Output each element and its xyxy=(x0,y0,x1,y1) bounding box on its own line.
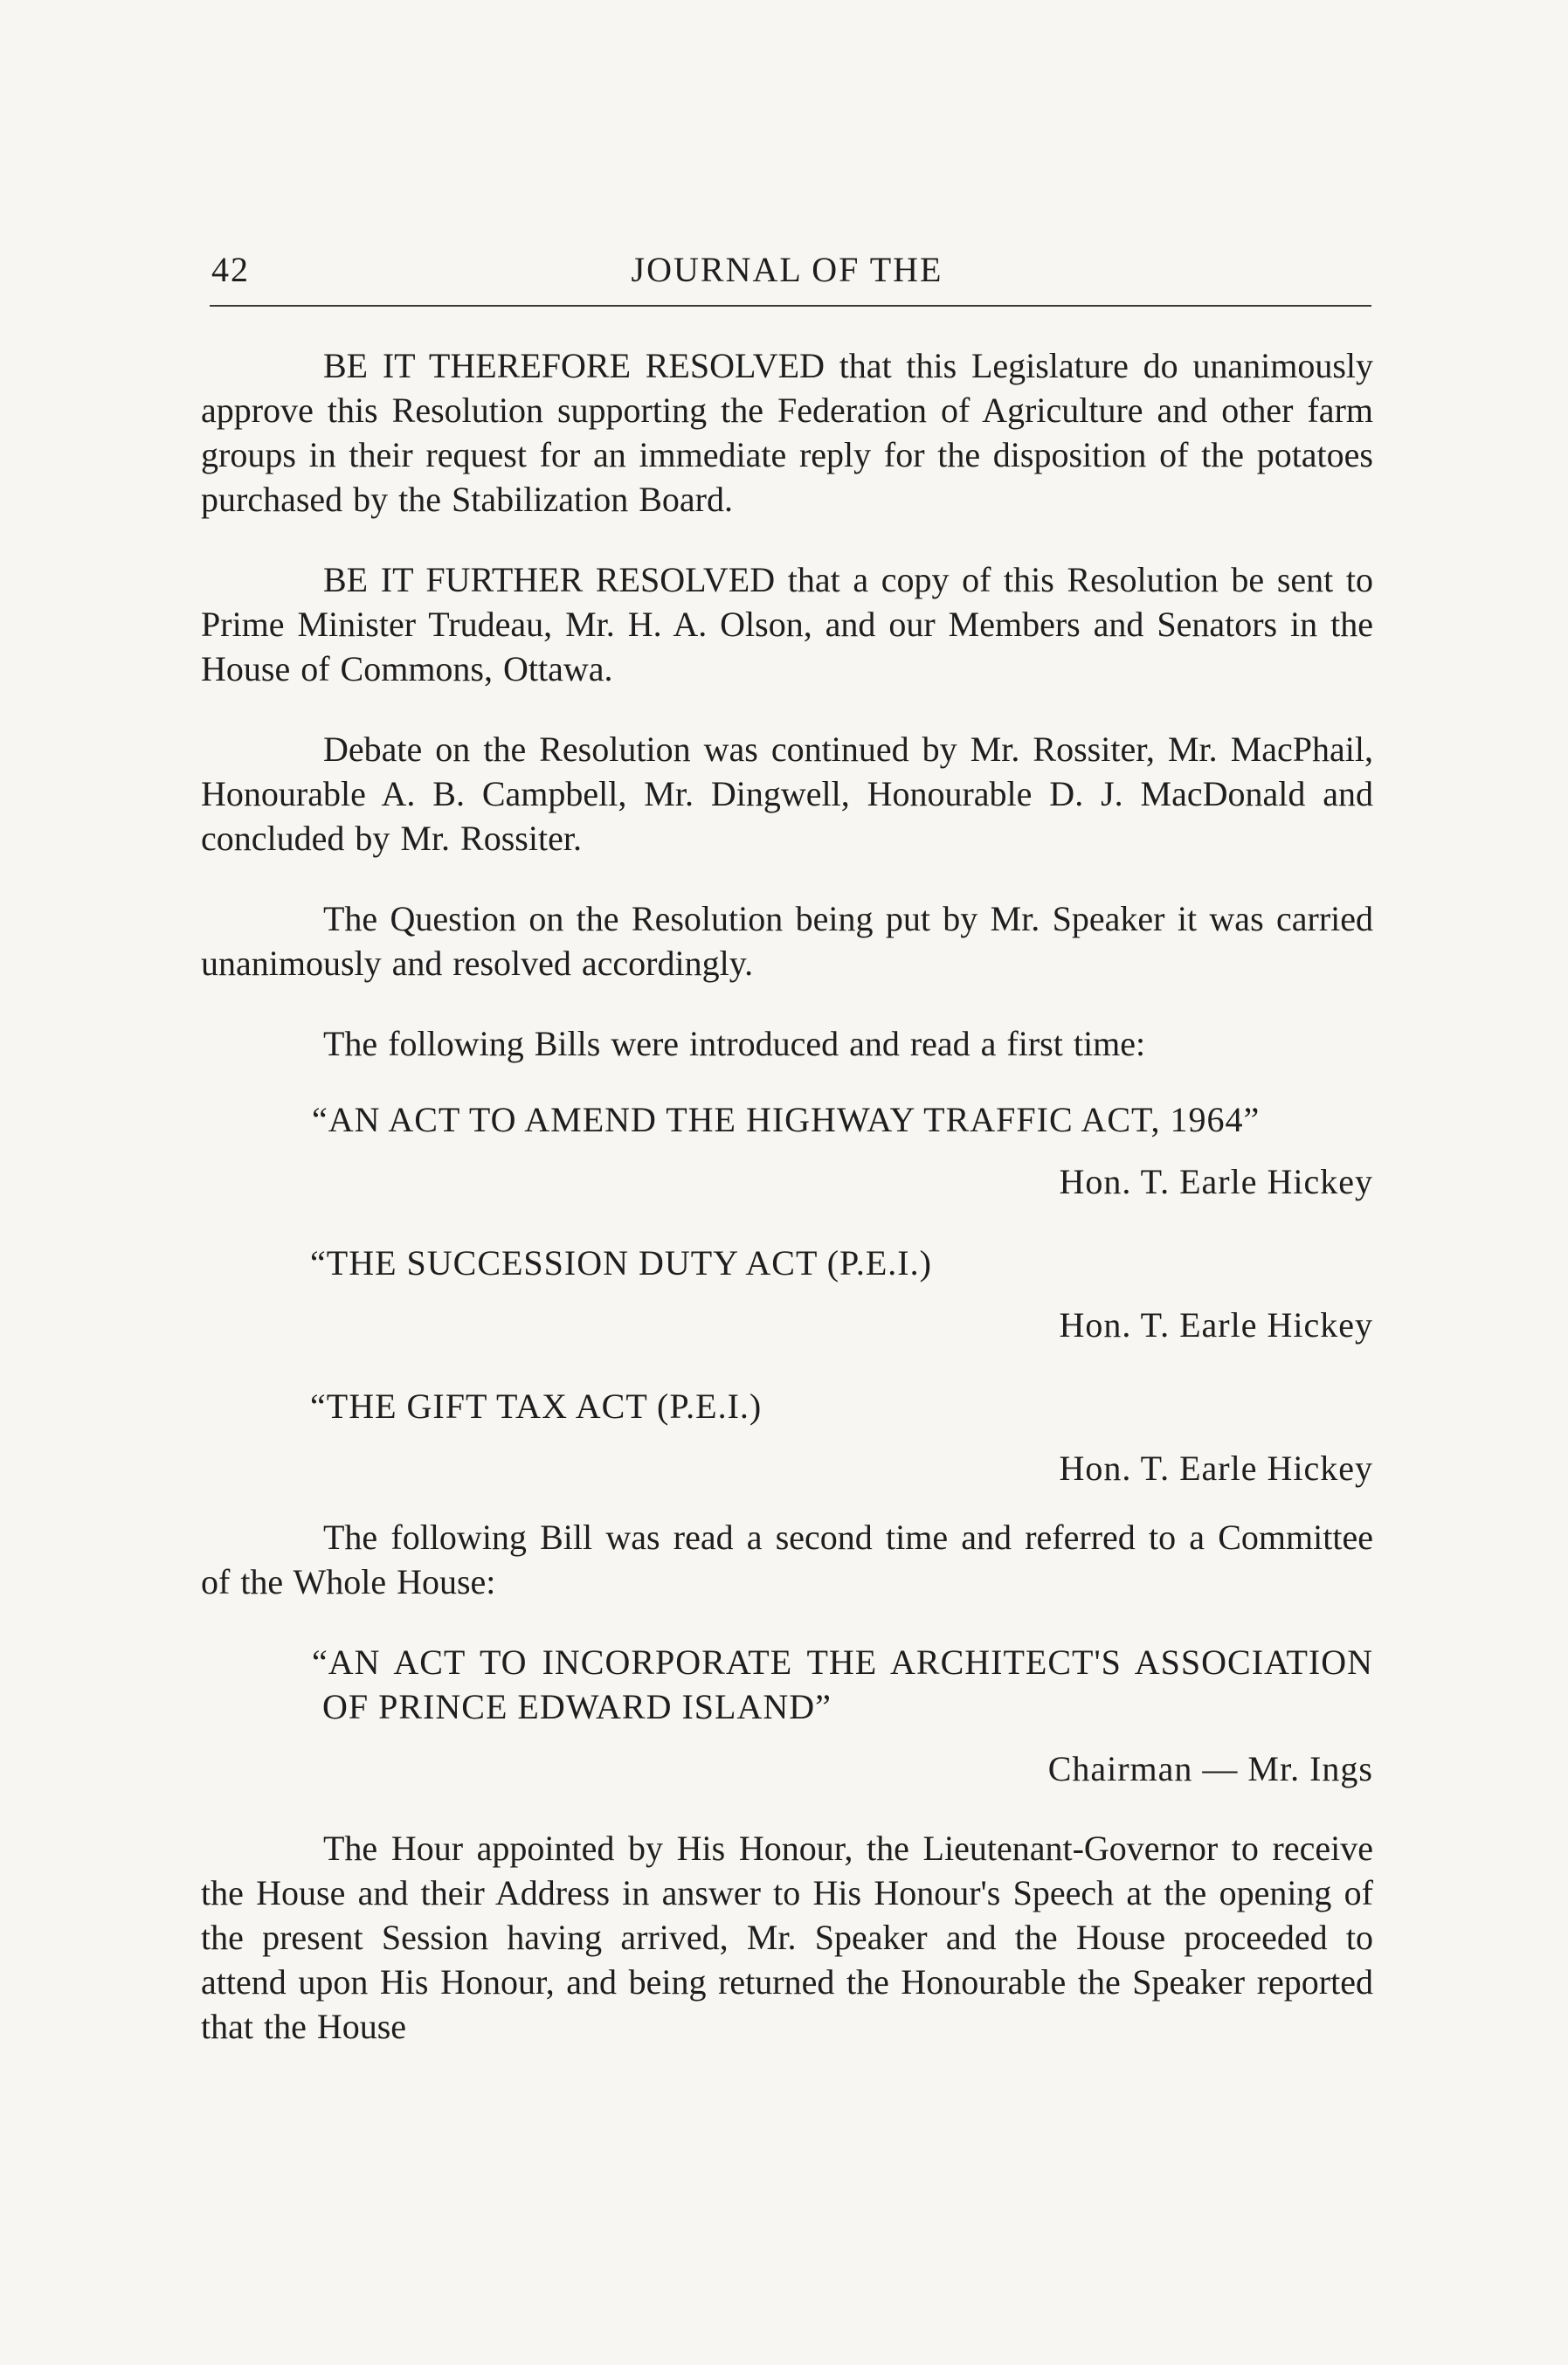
page-number: 42 xyxy=(211,250,250,289)
bill-sponsor: Hon. T. Earle Hickey xyxy=(1059,1305,1373,1345)
journal-body xyxy=(201,343,1373,2085)
second-reading-intro-paragraph: The following Bill was read a second time and referred to a Committee of the Whole House: xyxy=(201,1518,1373,1601)
bill-title: “AN ACT TO INCORPORATE THE ARCHITECT'S ASSOCIATION OF PRINCE EDWARD ISLAND” xyxy=(312,1642,1373,1726)
bill-title: “THE GIFT TAX ACT (P.E.I.) xyxy=(310,1386,763,1426)
bill-title: “THE SUCCESSION DUTY ACT (P.E.I.) xyxy=(310,1243,932,1283)
bill-title: “AN ACT TO AMEND THE HIGHWAY TRAFFIC ACT, 1964” xyxy=(312,1100,1261,1139)
bill-sponsor: Hon. T. Earle Hickey xyxy=(1059,1162,1373,1201)
bill-sponsor: Hon. T. Earle Hickey xyxy=(1059,1449,1373,1488)
resolution-further-paragraph: BE IT FURTHER RESOLVED that a copy of this Resolution be sent to Prime Minister Trudeau, Mr. H. A. Olson, and our Members and Senators in the House of Commons, Ottawa. xyxy=(201,560,1373,688)
hour-appointed-paragraph: The Hour appointed by His Honour, the Lieutenant-Governor to receive the House and their Address in answer to His Honour's Speech at the opening of the present Session having arrived, Mr. Speaker and the House proceeded to attend upon His Honour, and being returned the Honourable the Speaker reported that the House xyxy=(201,1829,1373,2046)
running-head xyxy=(201,249,1373,294)
committee-chairman: Chairman — Mr. Ings xyxy=(1047,1749,1373,1788)
journal-page xyxy=(201,0,1373,2365)
debate-paragraph: Debate on the Resolution was continued by Mr. Rossiter, Mr. MacPhail, Honourable A. B. Campbell, Mr. Dingwell, Honourable D. J. MacDonald and concluded by Mr. Rossiter. xyxy=(201,730,1373,858)
journal-title: JOURNAL OF THE xyxy=(631,250,943,289)
resolution-therefore-paragraph: BE IT THEREFORE RESOLVED that this Legislature do unanimously approve this Resolution supporting the Federation of Agriculture and other farm groups in their request for an immediate reply for the disposition of the potatoes purchased by the Stabilization Board. xyxy=(201,346,1373,519)
bills-intro-paragraph: The following Bills were introduced and read a first time: xyxy=(323,1024,1146,1063)
question-paragraph: The Question on the Resolution being put by Mr. Speaker it was carried unanimously and resolved accordingly. xyxy=(201,899,1373,983)
header-rule xyxy=(210,305,1371,307)
